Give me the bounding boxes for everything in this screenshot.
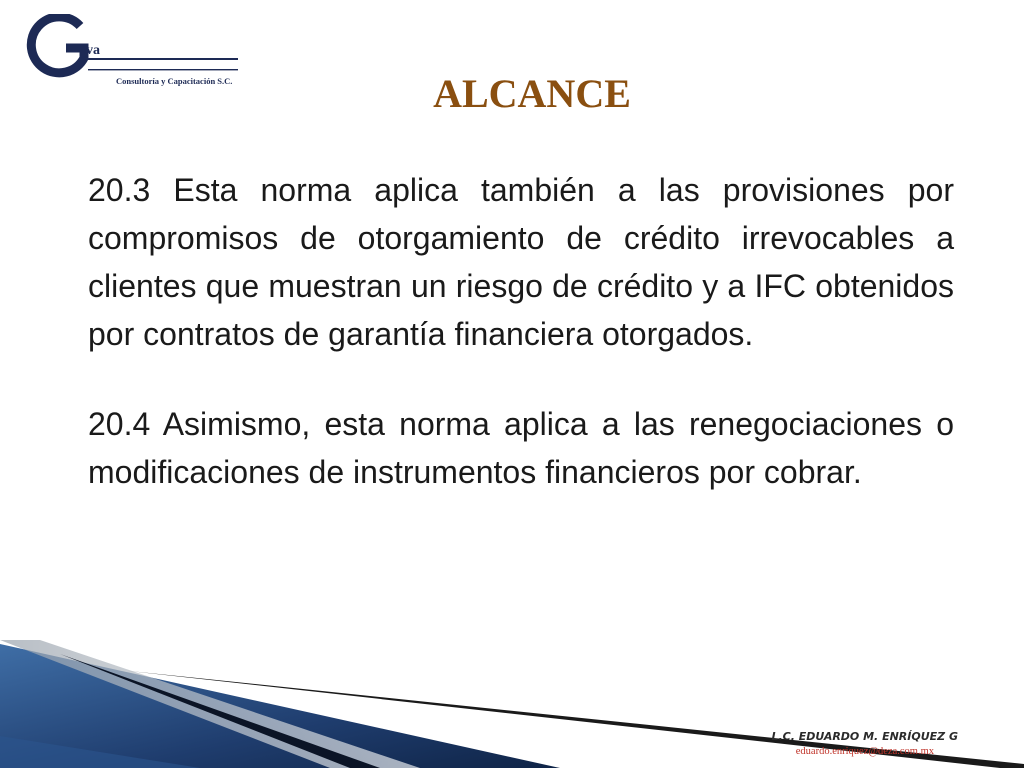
- paragraph-20-4: 20.4 Asimismo, esta norma aplica a las renegociaciones o modificaciones de instrumentos financieros por cobrar.: [88, 406, 954, 490]
- logo-overlay-text: va: [86, 43, 100, 58]
- logo-company-name: Consultoría y Capacitación S.C.: [116, 76, 233, 86]
- footer-email: eduardo.enriquez@deza.com.mx: [795, 746, 934, 757]
- slide-body: [88, 166, 954, 538]
- footer-author: L.C. EDUARDO M. ENRÍQUEZ G: [771, 730, 958, 743]
- paragraph-20-3: 20.3 Esta norma aplica también a las provisiones por compromisos de otorgamiento de crédito irrevocables a clientes que muestran un riesgo de crédito y a IFC obtenidos por contratos de garantía financiera otorgados.: [88, 172, 954, 352]
- slide-title: ALCANCE: [433, 71, 631, 116]
